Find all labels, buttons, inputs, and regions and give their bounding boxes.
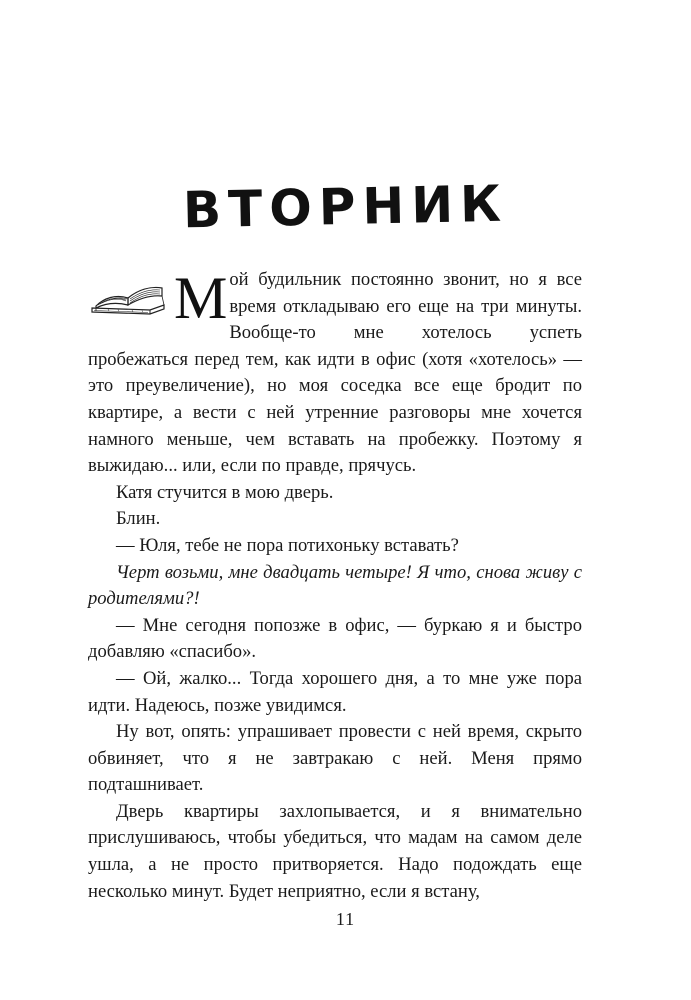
body-text	[88, 267, 582, 905]
paragraph: — Мне сегодня попозже в офис, — буркаю я и быстро добавляю «спасибо».	[88, 614, 582, 663]
paragraph: Черт возьми, мне двадцать четыре! Я что, снова живу с родителями?!	[88, 561, 582, 610]
paragraph: — Юля, тебе не пора потихоньку вставать?	[116, 534, 459, 556]
paragraph: — Ой, жалко... Тогда хорошего дня, а то мне уже пора идти. Надеюсь, позже увидимся.	[88, 667, 582, 716]
paragraph: Катя стучится в мою дверь.	[116, 481, 334, 503]
paragraph: Дверь квартиры захлопывается, и я внимательно прислушиваюсь, чтобы убедиться, что мадам на самом деле ушла, а не просто притворяется. Надо подождать еще несколько минут. Будет неприятно, если я встану,	[88, 800, 582, 902]
page-number: 11	[335, 909, 356, 929]
chapter-title: ВТОРНИК	[182, 174, 509, 240]
open-book-icon	[88, 272, 170, 316]
paragraph	[88, 267, 582, 480]
first-paragraph-text: ой будильник постоянно звонит, но я все время откладываю его еще на три минуты. Вообще-то мне хотелось успеть пробежаться перед тем, как идти в офис (хотя «хотелось» — это преувеличение), но моя соседка все еще бродит по квартире, а вести с ней утренние разговоры мне хочется намного меньше, чем вставать на пробежку. Поэтому я выжидаю... или, если по правде, прячусь.	[88, 269, 582, 477]
paragraph: Блин.	[116, 508, 161, 530]
paragraph-list	[88, 480, 582, 906]
drop-cap-letter: М	[174, 265, 228, 331]
paragraph: Ну вот, опять: упрашивает провести с ней время, скрыто обвиняет, что я не завтракаю с ней. Меня прямо подташнивает.	[88, 721, 582, 796]
dropcap-block	[88, 265, 228, 331]
